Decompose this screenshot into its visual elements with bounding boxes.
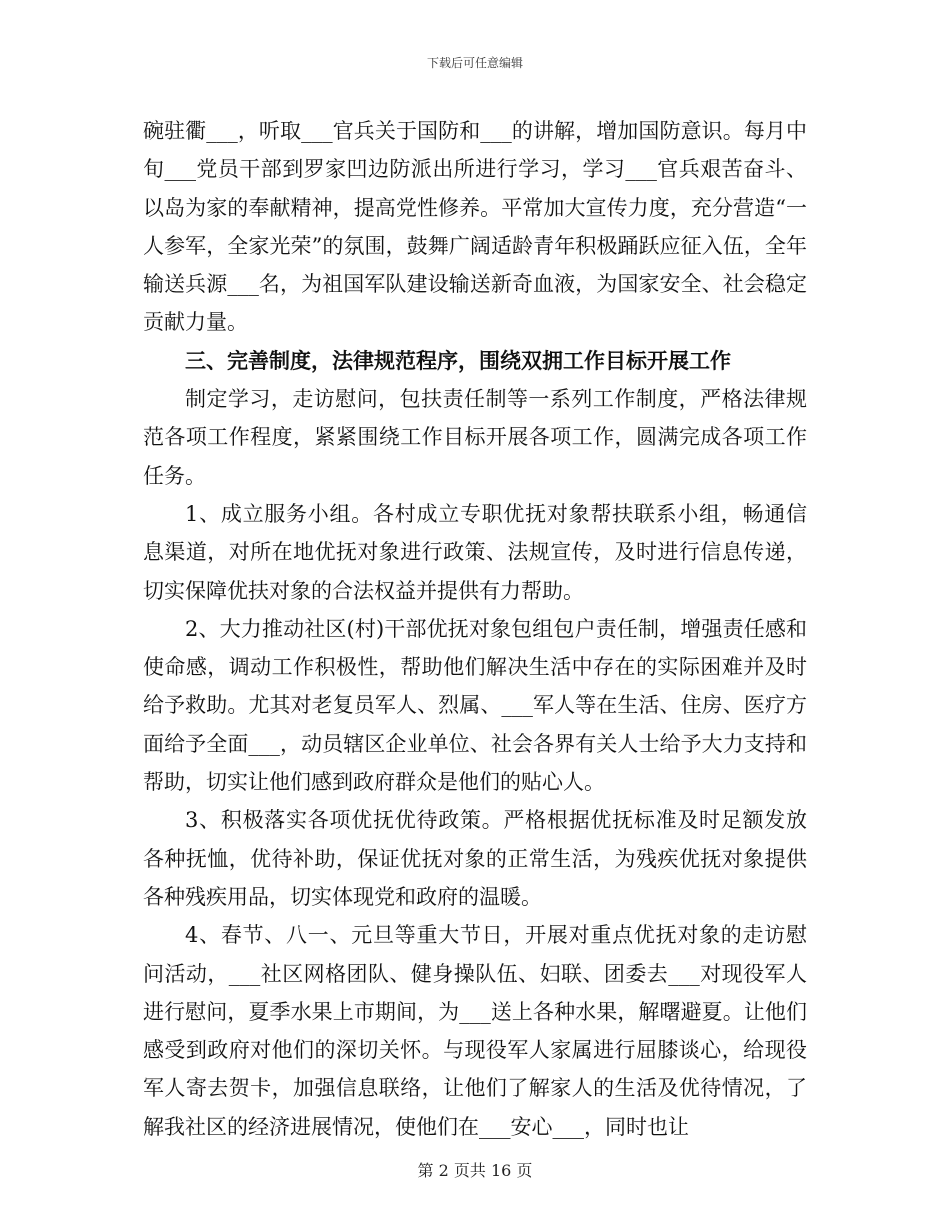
list-item-1: 1、成立服务小组。各村成立专职优抚对象帮扶联系小组，畅通信息渠道，对所在地优抚对象进行政策、法规宣传，及时进行信息传递，切实保障优扶对象的合法权益并提供有力帮助。 [143, 501, 807, 603]
list-item-3: 3、积极落实各项优抚优待政策。严格根据优抚标准及时足额发放各种抚恤，优待补助，保证优抚对象的正常生活，为残疾优抚对象提供各种残疾用品，切实体现党和政府的温暖。 [143, 808, 807, 909]
section-heading: 三、完善制度，法律规范程序，围绕双拥工作目标开展工作 [185, 347, 731, 373]
intro-paragraph: 制定学习，走访慰问，包扶责任制等一系列工作制度，严格法律规范各项工作程度，紧紧围绕工作目标开展各项工作，圆满完成各项工作任务。 [143, 387, 807, 488]
list-item-2: 2、大力推动社区(村)干部优抚对象包组包户责任制，增强责任感和使命感，调动工作积极性，帮助他们解决生活中存在的实际困难并及时给予救助。尤其对老复员军人、烈属、___军人等在生活、住房、医疗方面给予全面___，动员辖区企业单位、社会各界有关人士给予大力支持和帮助，切实让他们感到政府群众是他们的贴心人。 [143, 616, 807, 795]
continuation-paragraph: 碗驻衢___，听取___官兵关于国防和___的讲解，增加国防意识。每月中旬___党员干部到罗家凹边防派出所进行学习，学习___官兵艰苦奋斗、以岛为家的奉献精神，提高党性修养。平常加大宣传力度，充分营造“一人参军，全家光荣”的氛围，鼓舞广阔适龄青年积极踊跃应征入伍，全年输送兵源___名，为祖国军队建设输送新奇血液，为国家安全、社会稳定贡献力量。 [143, 119, 807, 335]
page-header-note: 下载后可任意编辑 [426, 56, 523, 70]
list-item-4: 4、春节、八一、元旦等重大节日，开展对重点优抚对象的走访慰问活动，___社区网格团队、健身操队伍、妇联、团委去___对现役军人进行慰问，夏季水果上市期间，为___送上各种水果，解曙避夏。让他们感受到政府对他们的深切关怀。与现役军人家属进行屈膝谈心，给现役军人寄去贺卡，加强信息联络，让他们了解家人的生活及优待情况，了解我社区的经济进展情况，使他们在___安心___，同时也让 [143, 923, 807, 1139]
document-body [143, 112, 807, 1146]
page-number: 第 2 页共 16 页 [417, 1161, 533, 1180]
